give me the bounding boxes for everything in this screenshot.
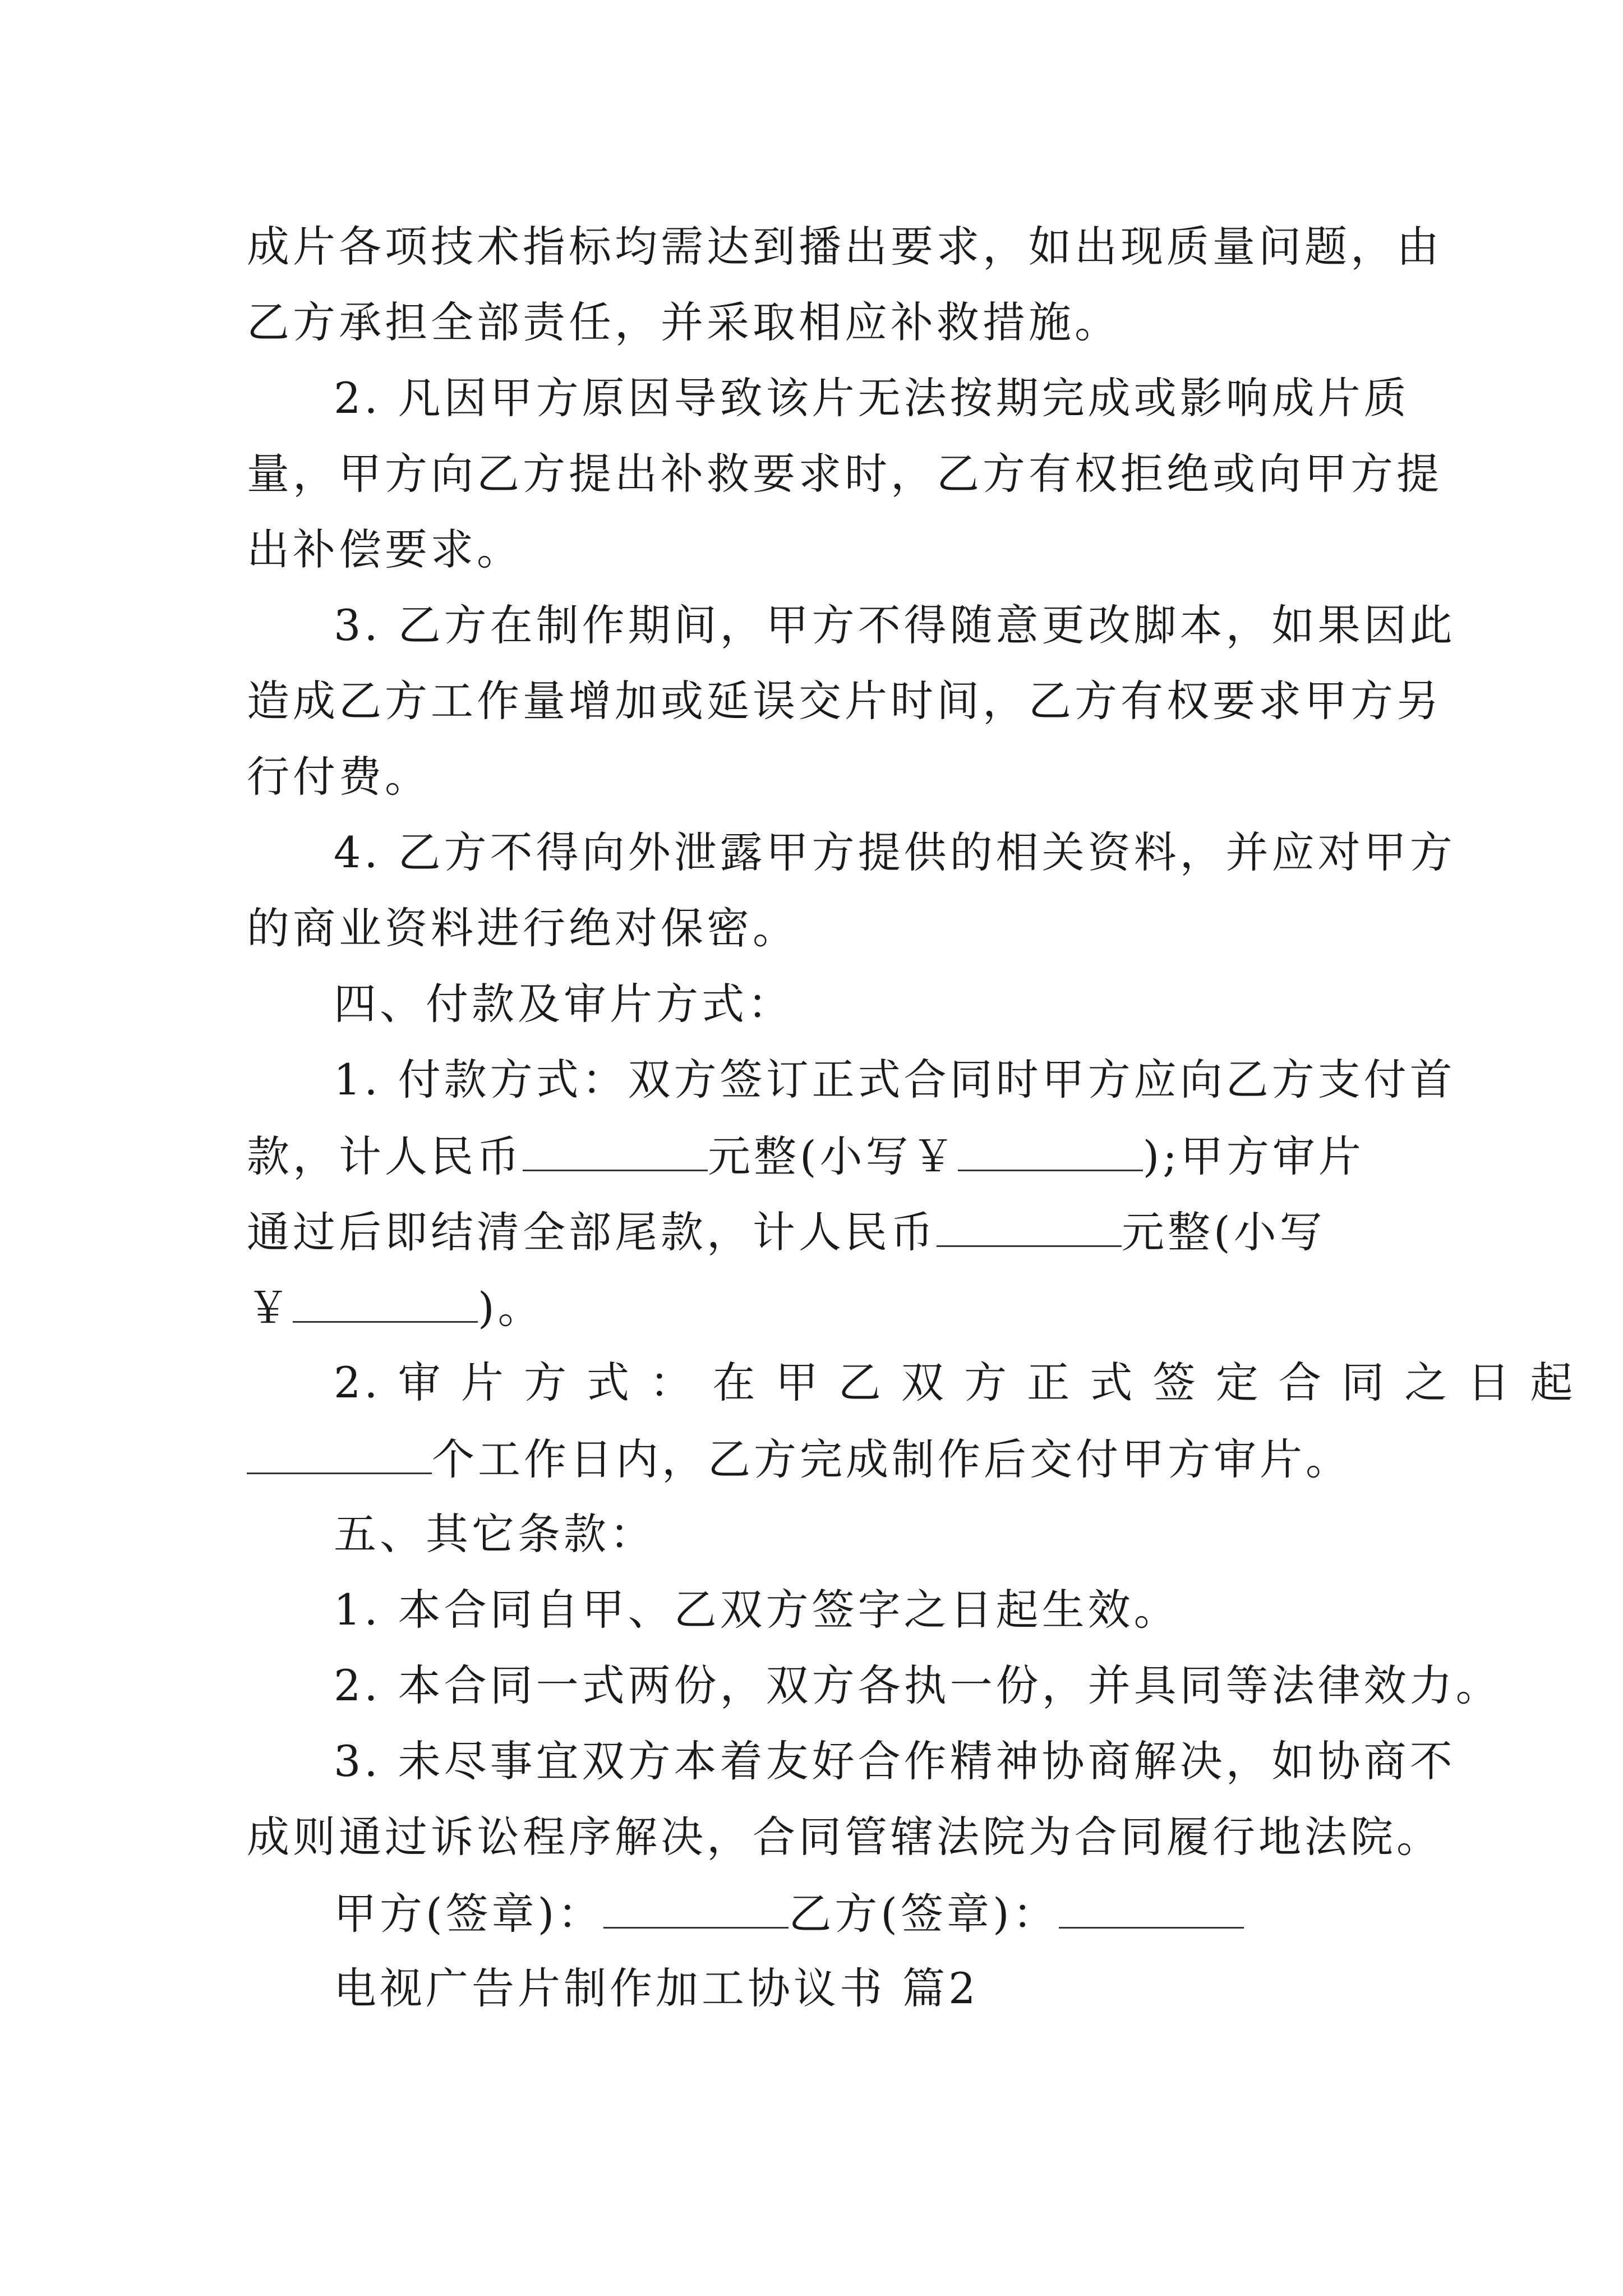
line-text: );甲方审片: [1142, 1131, 1364, 1181]
amount-figure-blank: [958, 1130, 1143, 1171]
paragraph-line: [247, 676, 1442, 726]
clause-2: [334, 373, 1410, 424]
days-blank: [247, 1433, 432, 1474]
payment-clause-1: [334, 1055, 1456, 1105]
line-text: 成片各项技术指标均需达到播出要求，如出现质量问题，由: [247, 222, 1442, 272]
line-text: 2. 审 片 方 式 ： 在 甲 乙 双 方 正 式 签 定 合 同 之 日 起: [334, 1358, 1576, 1407]
line-text: 乙方承担全部责任，并采取相应补救措施。: [247, 297, 1121, 347]
signature-line: [334, 1888, 1244, 1939]
heading-text: 四、付款及审片方式：: [334, 979, 794, 1029]
line-text: 行付费。: [247, 752, 431, 802]
line-text: 量，甲方向乙方提出补救要求时，乙方有权拒绝或向甲方提: [247, 449, 1442, 499]
other-clause-3: [334, 1736, 1456, 1787]
next-section-title: [334, 1963, 979, 2014]
paragraph-line: [247, 1812, 1442, 1862]
line-text: 2. 本合同一式两份，双方各执一份，并具同等法律效力。: [334, 1660, 1502, 1710]
line-text: 出补偿要求。: [247, 524, 523, 574]
paragraph-line: [247, 1433, 1352, 1485]
line-text: 个工作日内，乙方完成制作后交付甲方审片。: [432, 1434, 1352, 1484]
line-text: 造成乙方工作量增加或延误交片时间，乙方有权要求甲方另: [247, 676, 1442, 726]
line-text: 2. 凡因甲方原因导致该片无法按期完成或影响成片质: [334, 373, 1410, 423]
line-text: )。: [478, 1283, 544, 1333]
section-heading-4: [334, 979, 794, 1029]
paragraph-line: [247, 1282, 544, 1333]
line-text: 通过后即结清全部尾款，计人民币: [247, 1207, 937, 1257]
title-text: 电视广告片制作加工协议书 篇2: [334, 1963, 979, 2013]
paragraph-line: [247, 297, 1121, 348]
line-text: 3. 未尽事宜双方本着友好合作精神协商解决，如协商不: [334, 1736, 1456, 1786]
amount-blank: [523, 1130, 708, 1171]
clause-4: [334, 827, 1456, 878]
line-text: 元整(小写: [1122, 1207, 1326, 1257]
line-text: 1. 付款方式：双方签订正式合同时甲方应向乙方支付首: [334, 1055, 1456, 1105]
paragraph-line: [247, 903, 799, 954]
clause-3: [334, 600, 1456, 651]
heading-text: 五、其它条款：: [334, 1509, 656, 1559]
payment-clause-2: [334, 1358, 1576, 1408]
other-clause-2: [334, 1660, 1502, 1711]
party-b-signature-blank: [1059, 1888, 1244, 1929]
line-text: 1. 本合同自甲、乙双方签字之日起生效。: [334, 1585, 1180, 1635]
line-text: ￥: [247, 1283, 293, 1333]
line-text: 款，计人民币: [247, 1131, 523, 1181]
paragraph-line: [247, 752, 431, 802]
line-text: 元整(小写￥: [708, 1131, 958, 1181]
amount-blank: [937, 1206, 1122, 1247]
other-clause-1: [334, 1585, 1180, 1635]
party-a-signature-blank: [603, 1888, 789, 1929]
party-b-signature-label: 乙方(签章)：: [789, 1889, 1059, 1939]
paragraph-line: [247, 449, 1442, 499]
amount-figure-blank: [293, 1282, 478, 1323]
paragraph-line: [247, 524, 523, 575]
line-text: 4. 乙方不得向外泄露甲方提供的相关资料，并应对甲方: [334, 827, 1456, 877]
line-text: 3. 乙方在制作期间，甲方不得随意更改脚本，如果因此: [334, 600, 1456, 650]
line-text: 成则通过诉讼程序解决，合同管辖法院为合同履行地法院。: [247, 1812, 1442, 1862]
paragraph-line: [247, 222, 1442, 272]
party-a-signature-label: 甲方(签章)：: [334, 1889, 604, 1939]
paragraph-line: [247, 1130, 1364, 1182]
line-text: 的商业资料进行绝对保密。: [247, 903, 799, 953]
section-heading-5: [334, 1509, 656, 1559]
paragraph-line: [247, 1206, 1326, 1258]
